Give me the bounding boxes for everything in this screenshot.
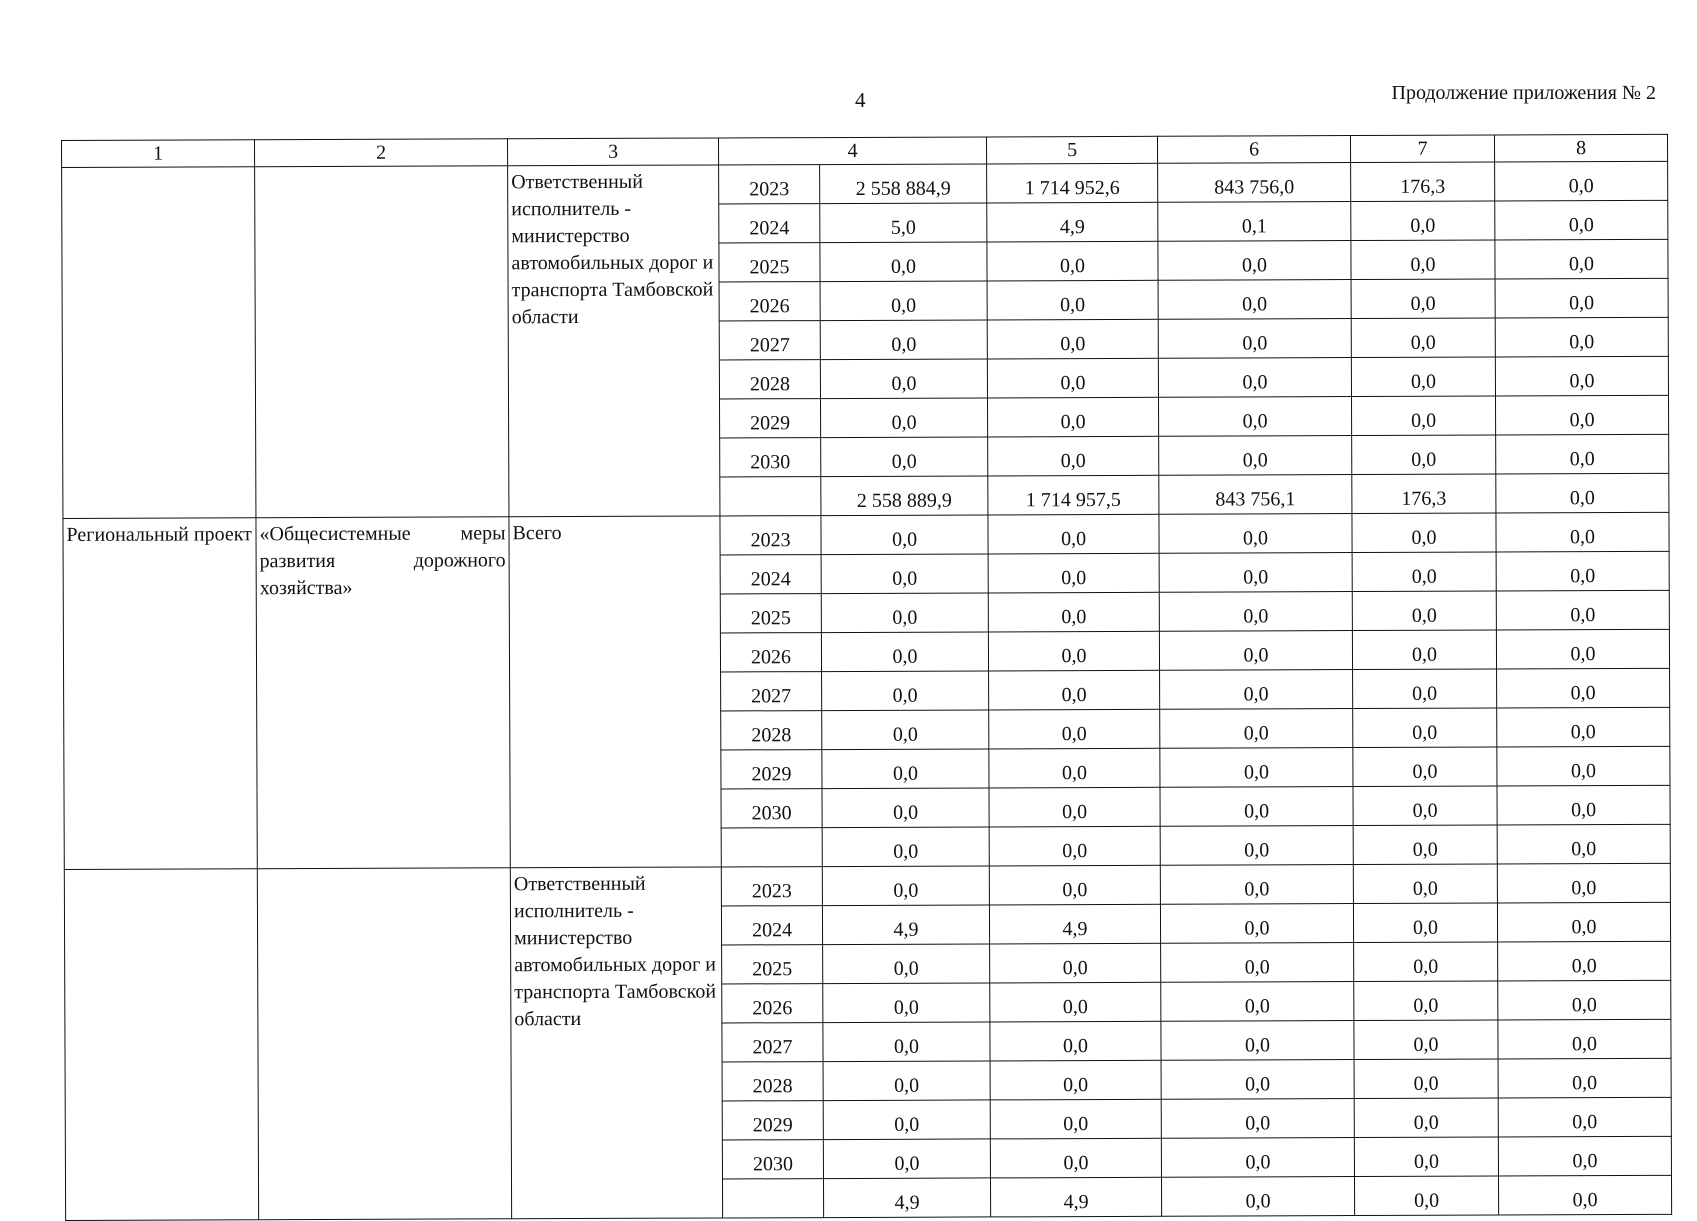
value-col-7: 0,0 bbox=[1354, 1059, 1498, 1099]
value-col-6: 0,0 bbox=[1161, 943, 1354, 983]
value-col-8: 0,0 bbox=[1497, 668, 1670, 708]
value-col-5: 0,0 bbox=[987, 358, 1158, 398]
table-row bbox=[62, 161, 1668, 206]
value-col-7: 0,0 bbox=[1354, 1137, 1498, 1177]
funding-table bbox=[61, 134, 1672, 1221]
value-col-8: 0,0 bbox=[1498, 941, 1671, 981]
value-col-7: 0,0 bbox=[1352, 630, 1496, 670]
value-col-5: 4,9 bbox=[989, 904, 1160, 944]
year-cell: 2027 bbox=[719, 321, 820, 360]
value-col-6: 0,0 bbox=[1161, 1138, 1354, 1178]
value-col-4: 0,0 bbox=[823, 944, 990, 984]
value-col-5: 4,9 bbox=[990, 1177, 1161, 1217]
column-header: 2 bbox=[255, 139, 508, 167]
value-col-5: 0,0 bbox=[987, 319, 1158, 359]
value-col-8: 0,0 bbox=[1498, 1097, 1671, 1137]
value-col-7: 0,0 bbox=[1351, 357, 1495, 397]
year-cell: 2024 bbox=[721, 906, 822, 945]
value-col-6: 0,0 bbox=[1160, 865, 1353, 905]
year-cell: 2029 bbox=[721, 750, 822, 789]
value-col-5: 0,0 bbox=[987, 280, 1158, 320]
value-col-5: 0,0 bbox=[989, 826, 1160, 866]
column-header: 8 bbox=[1494, 134, 1667, 162]
value-col-6: 0,0 bbox=[1161, 1060, 1354, 1100]
year-cell: 2028 bbox=[719, 360, 820, 399]
value-col-6: 0,0 bbox=[1160, 670, 1353, 710]
executor-cell: Ответственный исполнитель - министерство автомобильных дорог и транспорта Тамбовской области bbox=[510, 867, 722, 1219]
value-col-5: 0,0 bbox=[989, 787, 1160, 827]
value-col-4: 0,0 bbox=[820, 320, 987, 360]
value-col-8: 0,0 bbox=[1496, 434, 1669, 474]
value-col-6: 0,0 bbox=[1161, 982, 1354, 1022]
value-col-7: 0,0 bbox=[1352, 435, 1496, 475]
value-col-4: 0,0 bbox=[822, 671, 989, 711]
year-cell bbox=[722, 1179, 823, 1218]
value-col-5: 0,0 bbox=[988, 553, 1159, 593]
value-col-4: 2 558 889,9 bbox=[821, 476, 988, 516]
value-col-7: 0,0 bbox=[1351, 318, 1495, 358]
value-col-7: 0,0 bbox=[1354, 942, 1498, 982]
year-cell: 2028 bbox=[722, 1062, 823, 1101]
value-col-6: 0,0 bbox=[1159, 436, 1352, 476]
value-col-4: 5,0 bbox=[820, 203, 987, 243]
page-number: 4 bbox=[855, 88, 866, 112]
value-col-8: 0,0 bbox=[1498, 1136, 1671, 1176]
value-col-4: 0,0 bbox=[821, 632, 988, 672]
table-row bbox=[64, 863, 1670, 908]
year-cell: 2023 bbox=[721, 867, 822, 906]
value-col-8: 0,0 bbox=[1496, 473, 1669, 513]
table-row bbox=[63, 512, 1669, 557]
value-col-4: 0,0 bbox=[823, 983, 990, 1023]
value-col-8: 0,0 bbox=[1498, 1019, 1671, 1059]
value-col-7: 0,0 bbox=[1353, 825, 1497, 865]
value-col-4: 0,0 bbox=[823, 1100, 990, 1140]
year-cell: 2024 bbox=[719, 204, 820, 243]
executor-cell: Всего bbox=[509, 516, 721, 868]
value-col-5: 0,0 bbox=[988, 592, 1159, 632]
value-col-5: 0,0 bbox=[987, 397, 1158, 437]
value-col-5: 0,0 bbox=[987, 241, 1158, 281]
value-col-4: 0,0 bbox=[820, 398, 987, 438]
value-col-7: 0,0 bbox=[1353, 669, 1497, 709]
value-col-7: 0,0 bbox=[1353, 903, 1497, 943]
value-col-6: 0,0 bbox=[1160, 748, 1353, 788]
value-col-7: 0,0 bbox=[1354, 1176, 1498, 1216]
value-col-7: 176,3 bbox=[1352, 474, 1496, 514]
year-cell: 2025 bbox=[719, 243, 820, 282]
value-col-6: 0,0 bbox=[1158, 241, 1351, 281]
value-col-8: 0,0 bbox=[1495, 356, 1668, 396]
year-cell: 2024 bbox=[720, 555, 821, 594]
year-cell: 2029 bbox=[719, 399, 820, 438]
column-header: 7 bbox=[1350, 135, 1494, 163]
value-col-6: 0,0 bbox=[1160, 826, 1353, 866]
value-col-8: 0,0 bbox=[1495, 200, 1668, 240]
year-cell: 2027 bbox=[722, 1023, 823, 1062]
value-col-4: 0,0 bbox=[820, 242, 987, 282]
value-col-6: 0,0 bbox=[1159, 553, 1352, 593]
value-col-7: 0,0 bbox=[1351, 279, 1495, 319]
value-col-6: 0,0 bbox=[1159, 592, 1352, 632]
column-header: 1 bbox=[62, 140, 255, 168]
value-col-7: 0,0 bbox=[1353, 708, 1497, 748]
value-col-6: 0,0 bbox=[1161, 1177, 1354, 1217]
value-col-8: 0,0 bbox=[1497, 824, 1670, 864]
row-type-cell bbox=[64, 869, 258, 1221]
column-header: 6 bbox=[1157, 136, 1350, 164]
value-col-6: 0,0 bbox=[1159, 631, 1352, 671]
value-col-6: 0,0 bbox=[1160, 709, 1353, 749]
value-col-5: 0,0 bbox=[989, 748, 1160, 788]
value-col-6: 0,0 bbox=[1158, 358, 1351, 398]
table-body bbox=[62, 161, 1672, 1220]
value-col-8: 0,0 bbox=[1495, 239, 1668, 279]
value-col-8: 0,0 bbox=[1496, 551, 1669, 591]
value-col-5: 0,0 bbox=[990, 1060, 1161, 1100]
year-cell: 2028 bbox=[721, 711, 822, 750]
value-col-8: 0,0 bbox=[1495, 278, 1668, 318]
value-col-8: 0,0 bbox=[1495, 395, 1668, 435]
value-col-5: 0,0 bbox=[989, 865, 1160, 905]
value-col-7: 0,0 bbox=[1351, 201, 1495, 241]
value-col-4: 0,0 bbox=[820, 359, 987, 399]
year-cell: 2023 bbox=[719, 165, 820, 204]
value-col-5: 0,0 bbox=[990, 943, 1161, 983]
value-col-5: 0,0 bbox=[990, 1138, 1161, 1178]
column-header: 4 bbox=[718, 137, 986, 165]
value-col-5: 0,0 bbox=[988, 631, 1159, 671]
value-col-5: 0,0 bbox=[988, 514, 1159, 554]
value-col-8: 0,0 bbox=[1495, 317, 1668, 357]
value-col-7: 0,0 bbox=[1354, 1020, 1498, 1060]
value-col-6: 0,0 bbox=[1160, 904, 1353, 944]
value-col-8: 0,0 bbox=[1497, 863, 1670, 903]
value-col-8: 0,0 bbox=[1497, 746, 1670, 786]
value-col-8: 0,0 bbox=[1496, 590, 1669, 630]
value-col-8: 0,0 bbox=[1496, 629, 1669, 669]
value-col-5: 0,0 bbox=[990, 1099, 1161, 1139]
value-col-4: 0,0 bbox=[820, 281, 987, 321]
value-col-7: 0,0 bbox=[1352, 513, 1496, 553]
value-col-4: 0,0 bbox=[821, 554, 988, 594]
year-cell: 2029 bbox=[722, 1101, 823, 1140]
value-col-7: 0,0 bbox=[1353, 786, 1497, 826]
value-col-8: 0,0 bbox=[1498, 980, 1671, 1020]
project-name-cell: «Общесистемные меры развития дорожного хозяйства» bbox=[256, 517, 510, 869]
project-name-cell bbox=[255, 166, 509, 518]
value-col-4: 0,0 bbox=[822, 866, 989, 906]
value-col-8: 0,0 bbox=[1498, 1175, 1671, 1215]
value-col-7: 0,0 bbox=[1351, 396, 1495, 436]
value-col-5: 0,0 bbox=[990, 1021, 1161, 1061]
value-col-7: 0,0 bbox=[1352, 552, 1496, 592]
year-cell: 2026 bbox=[722, 984, 823, 1023]
value-col-7: 176,3 bbox=[1351, 162, 1495, 202]
value-col-4: 4,9 bbox=[822, 905, 989, 945]
project-name-cell bbox=[257, 868, 511, 1220]
appendix-continuation-note: Продолжение приложения № 2 bbox=[1391, 82, 1656, 104]
year-cell: 2025 bbox=[722, 945, 823, 984]
value-col-6: 0,0 bbox=[1158, 319, 1351, 359]
value-col-4: 0,0 bbox=[821, 515, 988, 555]
value-col-4: 0,0 bbox=[822, 710, 989, 750]
year-cell: 2023 bbox=[720, 516, 821, 555]
value-col-6: 0,0 bbox=[1159, 514, 1352, 554]
year-cell: 2026 bbox=[720, 633, 821, 672]
value-col-8: 0,0 bbox=[1495, 161, 1668, 201]
year-cell: 2030 bbox=[720, 438, 821, 477]
value-col-6: 0,0 bbox=[1161, 1021, 1354, 1061]
value-col-6: 843 756,1 bbox=[1159, 475, 1352, 515]
value-col-8: 0,0 bbox=[1497, 785, 1670, 825]
year-cell bbox=[721, 828, 822, 867]
value-col-6: 0,0 bbox=[1158, 280, 1351, 320]
value-col-7: 0,0 bbox=[1354, 1098, 1498, 1138]
year-cell: 2030 bbox=[721, 789, 822, 828]
value-col-5: 0,0 bbox=[988, 436, 1159, 476]
column-header: 3 bbox=[507, 138, 718, 166]
value-col-7: 0,0 bbox=[1354, 981, 1498, 1021]
value-col-6: 843 756,0 bbox=[1158, 163, 1351, 203]
value-col-6: 0,1 bbox=[1158, 202, 1351, 242]
value-col-8: 0,0 bbox=[1498, 1058, 1671, 1098]
value-col-6: 0,0 bbox=[1161, 1099, 1354, 1139]
value-col-6: 0,0 bbox=[1160, 787, 1353, 827]
value-col-8: 0,0 bbox=[1497, 902, 1670, 942]
value-col-5: 1 714 957,5 bbox=[988, 475, 1159, 515]
value-col-4: 0,0 bbox=[823, 1022, 990, 1062]
value-col-7: 0,0 bbox=[1351, 240, 1495, 280]
value-col-5: 0,0 bbox=[989, 670, 1160, 710]
value-col-7: 0,0 bbox=[1353, 864, 1497, 904]
value-col-7: 0,0 bbox=[1353, 747, 1497, 787]
year-cell: 2030 bbox=[722, 1140, 823, 1179]
year-cell: 2025 bbox=[720, 594, 821, 633]
value-col-4: 0,0 bbox=[823, 1139, 990, 1179]
year-cell: 2027 bbox=[721, 672, 822, 711]
value-col-5: 4,9 bbox=[987, 202, 1158, 242]
value-col-4: 0,0 bbox=[822, 749, 989, 789]
value-col-4: 0,0 bbox=[822, 827, 989, 867]
column-header: 5 bbox=[986, 136, 1157, 164]
executor-cell: Ответственный исполнитель - министерство автомобильных дорог и транспорта Тамбовской области bbox=[508, 165, 720, 517]
value-col-6: 0,0 bbox=[1158, 397, 1351, 437]
value-col-5: 0,0 bbox=[989, 709, 1160, 749]
row-type-cell bbox=[62, 167, 256, 519]
value-col-4: 0,0 bbox=[822, 788, 989, 828]
row-type-cell: Региональный проект bbox=[63, 518, 257, 870]
value-col-7: 0,0 bbox=[1352, 591, 1496, 631]
value-col-4: 0,0 bbox=[821, 593, 988, 633]
year-cell bbox=[720, 477, 821, 516]
value-col-4: 0,0 bbox=[821, 437, 988, 477]
value-col-4: 2 558 884,9 bbox=[820, 164, 987, 204]
value-col-8: 0,0 bbox=[1497, 707, 1670, 747]
value-col-5: 1 714 952,6 bbox=[987, 163, 1158, 203]
value-col-8: 0,0 bbox=[1496, 512, 1669, 552]
value-col-5: 0,0 bbox=[990, 982, 1161, 1022]
year-cell: 2026 bbox=[719, 282, 820, 321]
value-col-4: 4,9 bbox=[823, 1178, 990, 1218]
value-col-4: 0,0 bbox=[823, 1061, 990, 1101]
